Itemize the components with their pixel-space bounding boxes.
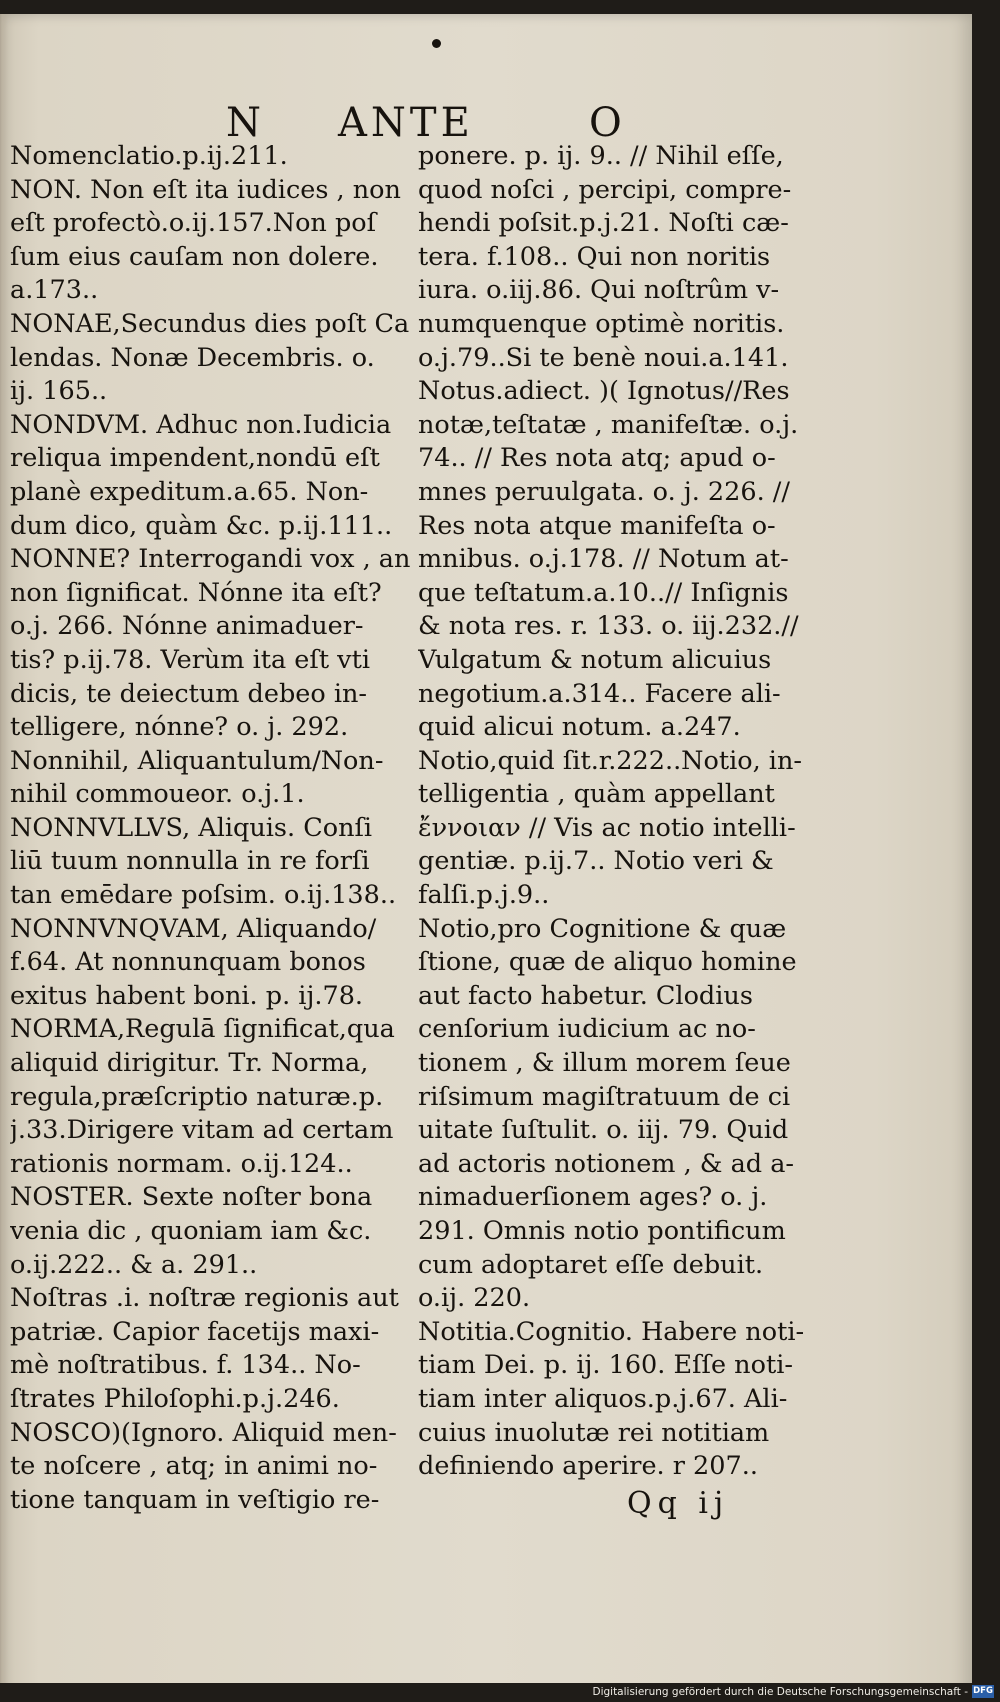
right-line: o.ij. 220.: [418, 1283, 531, 1314]
right-line: telligentia , quàm appellant: [418, 779, 775, 810]
left-line: NORMA,Regulā ſignificat,qua: [10, 1014, 395, 1045]
right-line: quod noſci , percipi, compre-: [418, 174, 792, 205]
right-column: [418, 140, 828, 1484]
right-line: iura. o.iij.86. Qui noſtrûm v-: [418, 275, 780, 306]
left-line: NONNVNQVAM, Aliquando/: [10, 913, 377, 944]
left-line: NONAE,Secundus dies poſt Ca: [10, 308, 410, 339]
right-line: ἔννοιαν // Vis ac notio intelli-: [418, 812, 796, 843]
left-line: tione tanquam in veſtigio re-: [10, 1484, 380, 1515]
right-line: gentiæ. p.ij.7.. Notio veri &: [418, 846, 774, 877]
right-line: cenſorium iudicium ac no-: [418, 1014, 756, 1045]
left-line: NONNVLLVS, Aliquis. Conſi: [10, 812, 373, 843]
right-line: riſsimum magiſtratuum de ci: [418, 1081, 791, 1112]
right-line: negotium.a.314.. Facere ali-: [418, 678, 781, 709]
left-line: lendas. Nonæ Decembris. o.: [10, 342, 375, 373]
left-line: o.ij.222.. & a. 291..: [10, 1249, 258, 1280]
left-line: regula,præſcriptio naturæ.p.: [10, 1081, 384, 1112]
book-page: [0, 14, 972, 1696]
left-line: dicis, te deiectum debeo in-: [10, 678, 368, 709]
left-line: NOSCO)(Ignoro. Aliquid men-: [10, 1417, 397, 1448]
right-line: falſi.p.j.9..: [418, 880, 550, 911]
right-line: definiendo aperire. r 207..: [418, 1451, 758, 1482]
header-center-word: ANTE: [338, 100, 474, 146]
right-line: uitate ſuſtulit. o. iij. 79. Quid: [418, 1115, 789, 1146]
left-line: ſtrates Philoſophi.p.j.246.: [10, 1383, 340, 1414]
left-line: planè expeditum.a.65. Non-: [10, 476, 369, 507]
left-line: te noſcere , atq; in animi no-: [10, 1451, 378, 1482]
right-line: ponere. p. ij. 9.. // Nihil eſſe,: [418, 141, 784, 171]
left-line: reliqua impendent,nondū eſt: [10, 443, 380, 474]
dfg-logo: DFG: [973, 1686, 993, 1696]
right-line: mnes peruulgata. o. j. 226. //: [418, 476, 790, 507]
right-line: 74.. // Res nota atq; apud o-: [418, 443, 776, 474]
right-line: ſtione, quæ de aliquo homine: [418, 947, 797, 978]
left-line: venia dic , quoniam iam &c.: [10, 1216, 372, 1246]
right-line: mnibus. o.j.178. // Notum at-: [418, 544, 789, 575]
left-line: tan emēdare poſsim. o.ij.138..: [10, 880, 397, 911]
left-line: Nomenclatio.p.ij.211.: [10, 141, 288, 171]
footer-credit: Digitalisierung gefördert durch die Deutsche Forschungsgemeinschaft -: [592, 1686, 968, 1698]
left-column: [10, 140, 410, 1517]
right-line: Notus.adiect. )( Ignotus//Res: [418, 376, 790, 407]
left-line: a.173..: [10, 275, 99, 306]
right-line: numquenque optimè noritis.: [418, 308, 785, 339]
left-line: f.64. At nonnunquam bonos: [10, 947, 366, 978]
left-line: NONDVM. Adhuc non.Iudicia: [10, 409, 392, 440]
left-line: Nonnihil, Aliquantulum/Non-: [10, 745, 384, 776]
right-line: cuius inuolutæ rei notitiam: [418, 1417, 770, 1448]
left-line: rationis normam. o.ij.124..: [10, 1148, 353, 1179]
right-line: Vulgatum & notum alicuius: [418, 644, 772, 675]
catchword-signature: Qq ij: [627, 1486, 730, 1521]
left-line: eſt profectò.o.ij.157.Non poſ: [10, 208, 377, 239]
right-line: cum adoptaret eſſe debuit.: [418, 1249, 764, 1280]
right-line: tiam Dei. p. ij. 160. Eſſe noti-: [418, 1350, 793, 1381]
right-line: 291. Omnis notio pontificum: [418, 1216, 786, 1246]
right-line: & nota res. r. 133. o. iij.232.//: [418, 611, 799, 642]
right-line: o.j.79..Si te benè noui.a.141.: [418, 342, 789, 373]
right-line: aut facto habetur. Clodius: [418, 980, 753, 1011]
header-right-letter: O: [589, 100, 626, 146]
left-line: nihil commoueor. o.j.1.: [10, 779, 305, 810]
left-line: Noſtras .i. noſtræ regionis aut: [10, 1283, 399, 1314]
right-line: que teſtatum.a.10..// Inſignis: [418, 577, 789, 608]
left-line: tis? p.ij.78. Verùm ita eſt vti: [10, 644, 370, 675]
ornament-dot: [432, 39, 441, 48]
left-line: ij. 165..: [10, 376, 108, 407]
right-line: tionem , & illum morem ſeue: [418, 1048, 791, 1079]
right-line: notæ,teſtatæ , manifeſtæ. o.j.: [418, 409, 799, 440]
left-line: NONNE? Interrogandi vox , an: [10, 544, 410, 575]
left-line: o.j. 266. Nónne animaduer-: [10, 611, 364, 642]
left-line: patriæ. Capior facetijs maxi-: [10, 1316, 380, 1347]
left-line: ſum eius cauſam non dolere.: [10, 241, 379, 272]
left-line: NOSTER. Sexte noſter bona: [10, 1182, 373, 1213]
right-line: nimaduerſionem ages? o. j.: [418, 1182, 768, 1213]
left-line: aliquid dirigitur. Tr. Norma,: [10, 1048, 369, 1079]
right-line: Res nota atque manifeſta o-: [418, 510, 776, 541]
right-line: quid alicui notum. a.247.: [418, 712, 741, 743]
right-line: hendi poſsit.p.j.21. Noſti cæ-: [418, 208, 789, 239]
left-line: dum dico, quàm &c. p.ij.111..: [10, 510, 393, 541]
right-line: Notitia.Cognitio. Habere noti-: [418, 1316, 805, 1347]
right-line: tiam inter aliquos.p.j.67. Ali-: [418, 1383, 788, 1414]
right-line: tera. f.108.. Qui non noritis: [418, 241, 771, 272]
left-line: NON. Non eſt ita iudices , non: [10, 174, 401, 205]
left-line: telligere, nónne? o. j. 292.: [10, 712, 349, 743]
left-line: mè noſtratibus. f. 134.. No-: [10, 1350, 361, 1381]
right-line: ad actoris notionem , & ad a-: [418, 1148, 795, 1179]
left-line: liū tuum nonnulla in re forſi: [10, 846, 370, 877]
left-line: j.33.Dirigere vitam ad certam: [10, 1115, 394, 1146]
left-line: exitus habent boni. p. ij.78.: [10, 980, 364, 1011]
left-line: non ſignificat. Nónne ita eſt?: [10, 577, 382, 608]
header-left-letter: N: [226, 100, 265, 146]
right-line: Notio,quid ſit.r.222..Notio, in-: [418, 745, 803, 776]
right-line: Notio,pro Cognitione & quæ: [418, 913, 787, 944]
